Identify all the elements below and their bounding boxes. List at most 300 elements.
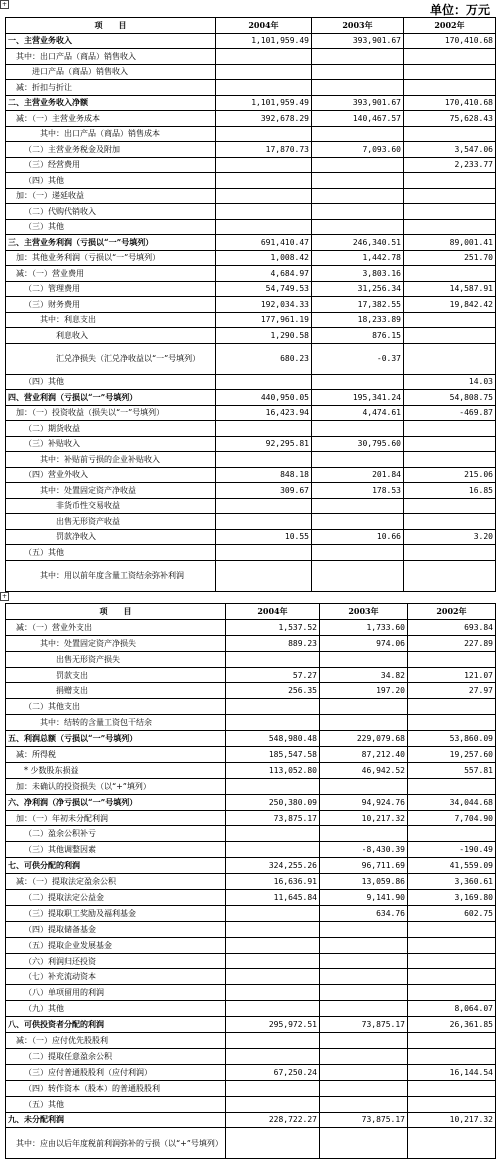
value-2003: [320, 1080, 408, 1096]
value-2004: [226, 1048, 320, 1064]
value-2003: 3,803.16: [312, 266, 404, 282]
value-2003: 197.20: [320, 683, 408, 699]
value-2002: 54,808.75: [404, 390, 496, 406]
value-2003: -0.37: [312, 343, 404, 374]
value-2003: 1,733.60: [320, 619, 408, 635]
value-2004: [226, 826, 320, 842]
value-2004: [226, 905, 320, 921]
value-2003: [320, 826, 408, 842]
value-2002: [408, 921, 496, 937]
header-2004: 2004年: [226, 604, 320, 620]
table-row: [6, 64, 496, 80]
value-2003: [320, 1064, 408, 1080]
value-2004: [216, 126, 312, 142]
value-2004: 1,537.52: [226, 619, 320, 635]
table-row: [6, 498, 496, 514]
value-2002: [404, 312, 496, 328]
value-2004: [226, 985, 320, 1001]
table-row: [6, 514, 496, 530]
row-label: 二、主营业务收入净额: [6, 95, 216, 111]
value-2002: 75,628.43: [404, 111, 496, 127]
value-2004: 691,410.47: [216, 235, 312, 251]
value-2002: [404, 219, 496, 235]
table-header-row: [6, 604, 496, 620]
value-2002: [404, 514, 496, 530]
table-row: [6, 188, 496, 204]
value-2003: 9,141.90: [320, 890, 408, 906]
value-2003: 94,924.76: [320, 794, 408, 810]
value-2002: 19,257.60: [408, 747, 496, 763]
value-2004: [226, 651, 320, 667]
row-label: （二）提取法定公益金: [6, 890, 226, 906]
row-label: 其中：补贴前亏损的企业补贴收入: [6, 452, 216, 468]
row-label: 出售无形资产收益: [6, 514, 216, 530]
value-2002: 16.85: [404, 483, 496, 499]
table-row: [6, 1048, 496, 1064]
value-2002: 2,233.77: [404, 157, 496, 173]
table-row: [6, 219, 496, 235]
value-2004: 440,950.05: [216, 390, 312, 406]
table-row: [6, 80, 496, 96]
value-2002: [408, 651, 496, 667]
value-2002: [408, 969, 496, 985]
value-2003: [320, 937, 408, 953]
row-label: * 少数股东损益: [6, 762, 226, 778]
row-label: 六、净利润（净亏损以“一”号填列）: [6, 794, 226, 810]
value-2004: 1,008.42: [216, 250, 312, 266]
row-label: 九、未分配利润: [6, 1112, 226, 1128]
row-label: 其中：出口产品（商品）销售收入: [6, 49, 216, 65]
income-statement-table-part1: [5, 17, 496, 592]
value-2003: 73,875.17: [320, 1017, 408, 1033]
row-label: 减：折扣与折让: [6, 80, 216, 96]
value-2002: [404, 173, 496, 189]
value-2003: 201.84: [312, 467, 404, 483]
row-label: （九）其他: [6, 1001, 226, 1017]
table-row: [6, 1033, 496, 1049]
value-2003: [312, 545, 404, 561]
value-2003: 229,079.68: [320, 731, 408, 747]
table-row: [6, 142, 496, 158]
value-2002: 215.06: [404, 467, 496, 483]
value-2002: [404, 421, 496, 437]
table-row: [6, 390, 496, 406]
value-2003: 30,795.60: [312, 436, 404, 452]
row-label: （五）提取企业发展基金: [6, 937, 226, 953]
value-2002: -190.49: [408, 842, 496, 858]
value-2002: 10,217.32: [408, 1112, 496, 1128]
header-2002: 2002年: [408, 604, 496, 620]
value-2004: 11,645.84: [226, 890, 320, 906]
table-row: [6, 731, 496, 747]
table-move-handle-icon[interactable]: +: [1, 1, 8, 8]
row-label: 其中：处置固定资产净损失: [6, 635, 226, 651]
value-2002: 3.20: [404, 529, 496, 545]
value-2004: [216, 204, 312, 220]
value-2004: 295,972.51: [226, 1017, 320, 1033]
value-2003: 17,382.55: [312, 297, 404, 313]
value-2002: 3,169.80: [408, 890, 496, 906]
value-2003: [312, 374, 404, 390]
table-row: [6, 328, 496, 344]
table-row: [6, 483, 496, 499]
table-row: [6, 1112, 496, 1128]
value-2003: [320, 953, 408, 969]
value-2002: [408, 1033, 496, 1049]
value-2002: 8,064.07: [408, 1001, 496, 1017]
value-2003: [320, 778, 408, 794]
table-row: [6, 421, 496, 437]
value-2002: [408, 1128, 496, 1159]
value-2003: [312, 157, 404, 173]
table-row: [6, 157, 496, 173]
value-2004: 192,034.33: [216, 297, 312, 313]
value-2002: [404, 188, 496, 204]
value-2002: [404, 545, 496, 561]
value-2002: 26,361.85: [408, 1017, 496, 1033]
value-2003: [312, 204, 404, 220]
row-label: （三）经营费用: [6, 157, 216, 173]
header-item: 项 目: [6, 18, 216, 34]
value-2004: 16,423.94: [216, 405, 312, 421]
value-2004: [226, 1001, 320, 1017]
table-row: [6, 619, 496, 635]
row-label: 加：（一）年初未分配利润: [6, 810, 226, 826]
value-2004: [216, 374, 312, 390]
value-2002: [404, 80, 496, 96]
value-2004: [226, 842, 320, 858]
value-2004: 324,255.26: [226, 858, 320, 874]
row-label: 罚款支出: [6, 667, 226, 683]
value-2003: [312, 64, 404, 80]
value-2004: 67,250.24: [226, 1064, 320, 1080]
value-2002: 7,704.90: [408, 810, 496, 826]
value-2002: 89,001.41: [404, 235, 496, 251]
value-2002: [404, 266, 496, 282]
row-label: （三）应付普通股股利（应付利润）: [6, 1064, 226, 1080]
value-2003: [320, 1048, 408, 1064]
value-2004: 92,295.81: [216, 436, 312, 452]
row-label: 加：（一）递延收益: [6, 188, 216, 204]
value-2003: 393,901.67: [312, 95, 404, 111]
row-label: 减：（一）应付优先股股利: [6, 1033, 226, 1049]
table-row: [6, 1128, 496, 1159]
value-2003: 10.66: [312, 529, 404, 545]
value-2003: [320, 1128, 408, 1159]
value-2002: [404, 64, 496, 80]
row-label: 其中：结转的含量工资包干结余: [6, 715, 226, 731]
row-label: （四）提取储备基金: [6, 921, 226, 937]
value-2004: 185,547.58: [226, 747, 320, 763]
row-label: （三）财务费用: [6, 297, 216, 313]
value-2004: [216, 173, 312, 189]
row-label: （五）其他: [6, 1096, 226, 1112]
table-row: [6, 826, 496, 842]
value-2002: [404, 204, 496, 220]
value-2003: [312, 188, 404, 204]
value-2004: [216, 421, 312, 437]
value-2004: [226, 715, 320, 731]
table-row: [6, 1096, 496, 1112]
value-2003: 31,256.34: [312, 281, 404, 297]
value-2003: [312, 421, 404, 437]
table-row: [6, 250, 496, 266]
value-2003: 140,467.57: [312, 111, 404, 127]
value-2004: 1,101,959.49: [216, 33, 312, 49]
value-2002: 3,547.06: [404, 142, 496, 158]
value-2003: 974.06: [320, 635, 408, 651]
row-label: 八、可供投资者分配的利润: [6, 1017, 226, 1033]
value-2003: 178.53: [312, 483, 404, 499]
value-2002: 227.89: [408, 635, 496, 651]
value-2004: [216, 80, 312, 96]
value-2002: 14,587.91: [404, 281, 496, 297]
table-row: [6, 467, 496, 483]
value-2002: [408, 699, 496, 715]
value-2004: 392,678.29: [216, 111, 312, 127]
value-2003: 634.76: [320, 905, 408, 921]
value-2003: [312, 452, 404, 468]
value-2002: 170,410.68: [404, 95, 496, 111]
value-2002: [408, 1048, 496, 1064]
row-label: 罚款净收入: [6, 529, 216, 545]
table-row: [6, 778, 496, 794]
table-row: [6, 1001, 496, 1017]
table-row: [6, 715, 496, 731]
value-2002: 53,860.09: [408, 731, 496, 747]
value-2002: -469.87: [404, 405, 496, 421]
row-label: （三）提取职工奖励及福利基金: [6, 905, 226, 921]
row-label: 其中：利息支出: [6, 312, 216, 328]
row-label: （四）其他: [6, 374, 216, 390]
row-label: 四、营业利润（亏损以“一”号填列）: [6, 390, 216, 406]
value-2002: 602.75: [408, 905, 496, 921]
value-2003: [320, 699, 408, 715]
row-label: （二）其他支出: [6, 699, 226, 715]
table-row: [6, 405, 496, 421]
value-2004: 889.23: [226, 635, 320, 651]
value-2004: [216, 452, 312, 468]
row-label: （三）其他调整因素: [6, 842, 226, 858]
row-label: （七）补充流动资本: [6, 969, 226, 985]
value-2003: 96,711.69: [320, 858, 408, 874]
value-2004: 548,980.48: [226, 731, 320, 747]
table-row: [6, 436, 496, 452]
table-row: [6, 667, 496, 683]
value-2004: 848.18: [216, 467, 312, 483]
value-2004: 177,961.19: [216, 312, 312, 328]
value-2003: [312, 126, 404, 142]
table-row: [6, 1064, 496, 1080]
table-move-handle-icon[interactable]: +: [1, 593, 8, 600]
value-2004: [216, 49, 312, 65]
value-2002: [408, 937, 496, 953]
table-row: [6, 49, 496, 65]
value-2004: [216, 188, 312, 204]
value-2002: [408, 1080, 496, 1096]
value-2003: [312, 49, 404, 65]
row-label: （四）其他: [6, 173, 216, 189]
table-row: [6, 126, 496, 142]
table-row: [6, 953, 496, 969]
row-label: 捐赠支出: [6, 683, 226, 699]
table-header-row: [6, 18, 496, 34]
table-row: [6, 985, 496, 1001]
value-2003: [312, 498, 404, 514]
value-2004: 57.27: [226, 667, 320, 683]
value-2003: 246,340.51: [312, 235, 404, 251]
value-2002: [404, 328, 496, 344]
value-2003: 87,212.40: [320, 747, 408, 763]
row-label: 出售无形资产损失: [6, 651, 226, 667]
value-2002: [408, 953, 496, 969]
table-row: [6, 905, 496, 921]
table-row: [6, 312, 496, 328]
row-label: 其中：出口产品（商品）销售成本: [6, 126, 216, 142]
value-2004: 680.23: [216, 343, 312, 374]
table-row: [6, 529, 496, 545]
value-2004: [226, 699, 320, 715]
value-2002: 251.70: [404, 250, 496, 266]
row-label: 减：（一）主营业务成本: [6, 111, 216, 127]
row-label: （六）利润归还投资: [6, 953, 226, 969]
table-row: [6, 937, 496, 953]
value-2002: [404, 436, 496, 452]
value-2003: 7,093.60: [312, 142, 404, 158]
table-row: [6, 374, 496, 390]
table-row: [6, 560, 496, 591]
value-2004: [226, 778, 320, 794]
value-2002: [404, 343, 496, 374]
value-2004: 309.67: [216, 483, 312, 499]
row-label: 加：（一）投资收益（损失以“一”号填列）: [6, 405, 216, 421]
value-2002: 170,410.68: [404, 33, 496, 49]
header-2002: 2002年: [404, 18, 496, 34]
table-row: [6, 111, 496, 127]
value-2003: 46,942.52: [320, 762, 408, 778]
row-label: 七、可供分配的利润: [6, 858, 226, 874]
table-row: [6, 794, 496, 810]
table-row: [6, 810, 496, 826]
value-2002: 27.97: [408, 683, 496, 699]
value-2002: [408, 778, 496, 794]
value-2002: 557.81: [408, 762, 496, 778]
value-2004: [226, 1128, 320, 1159]
value-2002: [408, 826, 496, 842]
value-2002: 41,559.09: [408, 858, 496, 874]
table-row: [6, 858, 496, 874]
row-label: （八）单项留用的利润: [6, 985, 226, 1001]
value-2004: 1,290.58: [216, 328, 312, 344]
table-row: [6, 173, 496, 189]
value-2004: 228,722.27: [226, 1112, 320, 1128]
row-label: 减：（一）营业费用: [6, 266, 216, 282]
value-2002: [404, 560, 496, 591]
value-2002: 121.07: [408, 667, 496, 683]
row-label: 减：所得税: [6, 747, 226, 763]
value-2003: 34.82: [320, 667, 408, 683]
row-label: （二）主营业务税金及附加: [6, 142, 216, 158]
value-2003: 73,875.17: [320, 1112, 408, 1128]
value-2003: 393,901.67: [312, 33, 404, 49]
value-2002: [408, 985, 496, 1001]
value-2003: -8,430.39: [320, 842, 408, 858]
row-label: （三）补贴收入: [6, 436, 216, 452]
table-row: [6, 1017, 496, 1033]
value-2003: 10,217.32: [320, 810, 408, 826]
table-row: [6, 651, 496, 667]
row-label: （二）代购代销收入: [6, 204, 216, 220]
row-label: 减：（一）营业外支出: [6, 619, 226, 635]
row-label: 减：（一）提取法定盈余公积: [6, 874, 226, 890]
row-label: 汇兑净损失（汇兑净收益以“一”号填列）: [6, 343, 216, 374]
value-2004: [216, 514, 312, 530]
header-2004: 2004年: [216, 18, 312, 34]
value-2002: [404, 49, 496, 65]
value-2004: 73,875.17: [226, 810, 320, 826]
row-label: 进口产品（商品）销售收入: [6, 64, 216, 80]
value-2003: [320, 1001, 408, 1017]
value-2002: 19,842.42: [404, 297, 496, 313]
table-row: [6, 747, 496, 763]
value-2004: 256.35: [226, 683, 320, 699]
table-row: [6, 266, 496, 282]
value-2002: 34,044.68: [408, 794, 496, 810]
value-2003: 4,474.61: [312, 405, 404, 421]
value-2002: [404, 452, 496, 468]
row-label: （二）盈余公积补亏: [6, 826, 226, 842]
value-2004: 54,749.53: [216, 281, 312, 297]
value-2004: [226, 953, 320, 969]
value-2003: 13,059.86: [320, 874, 408, 890]
income-statement-table-part2: [5, 603, 496, 1159]
value-2004: [216, 560, 312, 591]
value-2004: [216, 157, 312, 173]
value-2002: [408, 1096, 496, 1112]
table-row: [6, 921, 496, 937]
value-2004: 17,870.73: [216, 142, 312, 158]
value-2002: [404, 498, 496, 514]
value-2002: 16,144.54: [408, 1064, 496, 1080]
value-2003: [320, 715, 408, 731]
value-2002: [404, 126, 496, 142]
table-row: [6, 1080, 496, 1096]
value-2003: [320, 921, 408, 937]
table-row: [6, 33, 496, 49]
value-2004: 250,380.09: [226, 794, 320, 810]
value-2004: [216, 545, 312, 561]
value-2003: [320, 1033, 408, 1049]
row-label: 其中：应由以后年度税前利润弥补的亏损（以“+”号填列）: [6, 1128, 226, 1159]
table-row: [6, 969, 496, 985]
table-row: [6, 95, 496, 111]
table-row: [6, 281, 496, 297]
row-label: （四）营业外收入: [6, 467, 216, 483]
value-2002: 14.03: [404, 374, 496, 390]
value-2004: 10.55: [216, 529, 312, 545]
header-2003: 2003年: [312, 18, 404, 34]
row-label: 其中：用以前年度含量工资结余弥补利润: [6, 560, 216, 591]
row-label: （二）提取任意盈余公积: [6, 1048, 226, 1064]
row-label: （二）期货收益: [6, 421, 216, 437]
value-2004: [226, 1033, 320, 1049]
value-2003: 195,341.24: [312, 390, 404, 406]
value-2004: [216, 219, 312, 235]
value-2003: [320, 985, 408, 1001]
value-2002: 3,360.61: [408, 874, 496, 890]
value-2004: [226, 1096, 320, 1112]
value-2003: [312, 219, 404, 235]
